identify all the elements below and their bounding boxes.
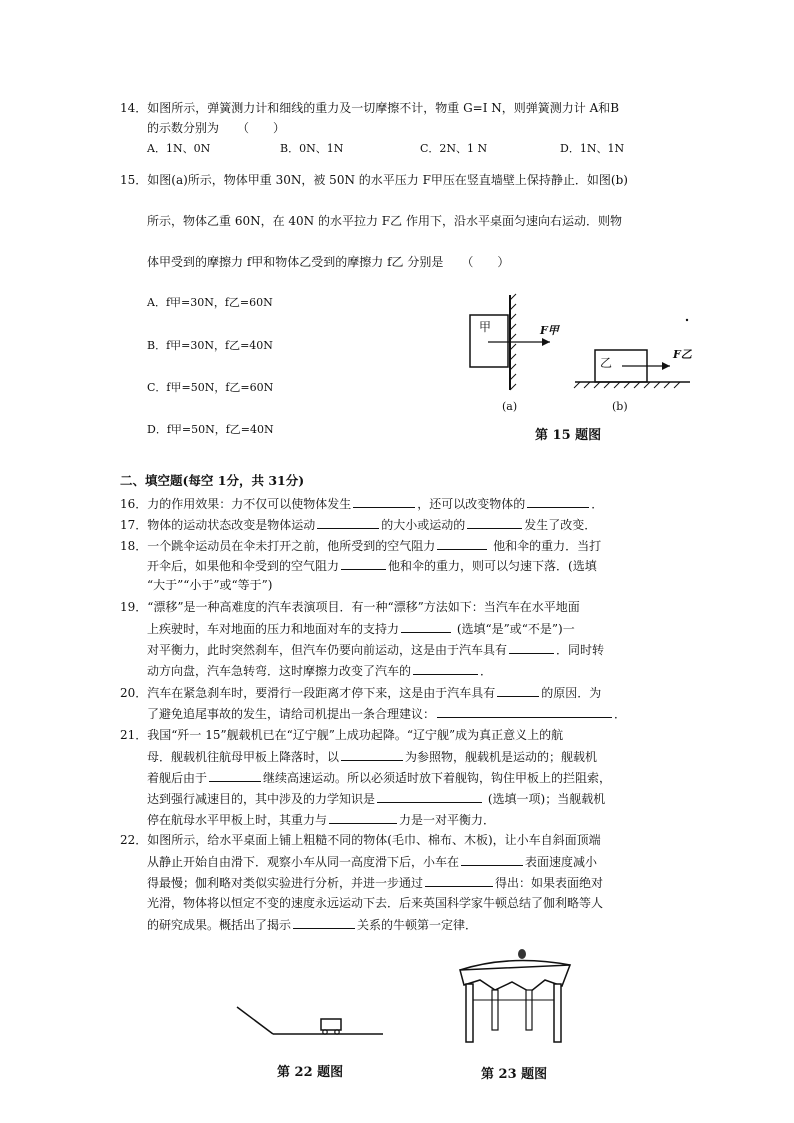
q21-line1: 21．我国“歼一 15”舰载机已在“辽宁舰”上成功起降。“辽宁舰”成为真正意义上的航 — [120, 728, 564, 742]
q22-blank-2 — [425, 874, 493, 887]
q15-option-a: A．f甲=30N，f乙=60N — [147, 296, 273, 309]
q21-line2 — [147, 748, 597, 765]
q15-line3: 体甲受到的摩擦力 f甲和物体乙受到的摩擦力 f乙 分别是 （ ） — [147, 255, 510, 269]
q21-line2-text-2: 为参照物，舰载机是运动的；舰载机 — [405, 750, 598, 764]
q18-line1 — [120, 537, 601, 554]
q22-line5 — [147, 916, 477, 933]
q15-option-c: C．f甲=50N，f乙=60N — [147, 381, 274, 394]
q17-text-2: 的大小或运动的 — [381, 518, 466, 532]
label-sub-a: (a) — [502, 400, 518, 413]
q20-blank-2 — [437, 705, 612, 718]
q20-blank-1 — [497, 684, 539, 697]
q19-line3-text-1: 对平衡力，此时突然刹车，但汽车仍要向前运动，这是由于汽车具有 — [147, 643, 508, 657]
q22-line3-text-1: 得最慢；伽利略对类似实验进行分析，并进一步通过 — [147, 876, 424, 890]
stray-dot — [686, 319, 688, 321]
q19-line2-text-2: (选填“是”或“不是”)一 — [453, 622, 575, 636]
figure-15 — [460, 290, 700, 440]
q20-line2 — [147, 705, 626, 722]
q20-line2-text-2: ． — [614, 707, 627, 721]
q18-line1-text-1: 18．一个跳伞运动员在伞未打开之前，他所受到的空气阻力 — [120, 539, 436, 553]
q19-line3-text-2: ．同时转 — [556, 643, 605, 657]
q21-blank-1 — [341, 748, 403, 761]
figure-15-caption: 第 15 题图 — [535, 428, 602, 443]
q16-blank-1 — [353, 495, 415, 508]
q22-line2 — [147, 853, 597, 870]
label-jia: 甲 — [479, 320, 492, 334]
q22-line4: 光滑，物体将以恒定不变的速度永远运动下去．后来英国科学家牛顿总结了伽利略等人 — [147, 896, 604, 910]
force-a-arrowhead — [542, 338, 550, 346]
force-b-arrowhead — [662, 362, 670, 370]
table-leg-4 — [526, 990, 532, 1030]
q21-line5-text-1: 停在航母水平甲板上时，其重力与 — [147, 813, 328, 827]
q22-line3-text-2: 得出：如果表面绝对 — [495, 876, 604, 890]
q21-blank-2 — [209, 769, 261, 782]
q22-line2-text-2: 表面速度减小 — [525, 855, 598, 869]
q18-blank-2 — [341, 557, 386, 570]
table-leg-3 — [492, 990, 498, 1030]
q22-line5-text-2: 关系的牛顿第一定律． — [357, 918, 478, 932]
q19-blank-3 — [413, 662, 478, 675]
q21-line3 — [147, 769, 611, 786]
figure-22-caption: 第 22 题图 — [277, 1065, 344, 1080]
q21-line4-text-1: 达到强行减速目的，其中涉及的力学知识是 — [147, 792, 376, 806]
cart-body — [321, 1019, 341, 1030]
q19-line4 — [147, 662, 492, 679]
q21-line4 — [147, 790, 605, 807]
q17-text-3: 发生了改变． — [524, 518, 597, 532]
table-leg-1 — [466, 984, 473, 1042]
q21-line3-text-2: 继续高速运动。所以必须适时放下着舰钩，钩住甲板上的拦阻索， — [263, 771, 612, 785]
glass-icon — [518, 949, 526, 959]
q14-option-c: C．2N、1 N — [420, 142, 488, 155]
q20-line1-text-2: 的原因．为 — [541, 686, 602, 700]
q21-line5 — [147, 811, 495, 828]
q21-line2-text-1: 母．舰载机往航母甲板上降落时，以 — [147, 750, 340, 764]
q20-line2-text-1: 了避免追尾事故的发生，请给司机提出一条合理建议： — [147, 707, 436, 721]
q22-blank-3 — [293, 916, 355, 929]
q21-blank-3 — [377, 790, 482, 803]
q17-text-1: 17．物体的运动状态改变是物体运动 — [120, 518, 316, 532]
q18-line2 — [147, 557, 597, 574]
q19-line1: 19．“漂移”是一种高难度的汽车表演项目．有一种“漂移”方法如下：当汽车在水平地面 — [120, 600, 580, 614]
q16-text-1: 16．力的作用效果：力不仅可以使物体发生 — [120, 497, 352, 511]
q19-line4-text-1: 动方向盘，汽车急转弯．这时摩擦力改变了汽车的 — [147, 664, 412, 678]
q18-line1-text-2: 他和伞的重力．当打 — [489, 539, 602, 553]
q21-line5-text-2: 力是一对平衡力． — [399, 813, 496, 827]
q22-line3 — [147, 874, 603, 891]
ground-hatch — [574, 382, 680, 388]
q17-blank-2 — [467, 516, 522, 529]
q14-option-d: D．1N、1N — [560, 142, 625, 155]
label-force-b: F乙 — [673, 348, 692, 361]
q14-option-b: B．0N、1N — [280, 142, 344, 155]
q21-blank-4 — [329, 811, 397, 824]
q19-line2 — [147, 620, 575, 637]
q18-line2-text-2: 他和伞的重力，则可以匀速下落．(选填 — [388, 559, 597, 573]
table-leg-2 — [554, 984, 561, 1042]
q15-option-d: D．f甲=50N，f乙=40N — [147, 423, 274, 436]
q14-line2: 的示数分别为 （ ） — [147, 121, 286, 135]
q16-blank-2 — [527, 495, 589, 508]
q18-line2-text-1: 开伞后，如果他和伞受到的空气阻力 — [147, 559, 340, 573]
label-yi: 乙 — [600, 356, 613, 370]
q19-line2-text-1: 上疾驶时，车对地面的压力和地面对车的支持力 — [147, 622, 400, 636]
q16-line — [120, 495, 603, 512]
q15-option-b: B．f甲=30N，f乙=40N — [147, 339, 273, 352]
q19-blank-2 — [509, 641, 554, 654]
q16-text-3: ． — [591, 497, 604, 511]
q18-line3: “大于”“小于”或“等于”) — [147, 578, 273, 592]
q15-line2: 所示，物体乙重 60N，在 40N 的水平拉力 F乙 作用下，沿水平桌面匀速向右运动．则物 — [147, 214, 622, 228]
q15-line1: 15．如图(a)所示，物体甲重 30N，被 50N 的水平压力 F甲压在竖直墙壁上保持静止．如图(b) — [120, 173, 628, 187]
q22-blank-1 — [461, 853, 523, 866]
q18-blank-1 — [437, 537, 487, 550]
q19-blank-1 — [401, 620, 451, 633]
figure-23-caption: 第 23 题图 — [481, 1067, 548, 1082]
section-2-title: 二、填空题(每空 1分，共 31分) — [120, 473, 305, 488]
slope-line — [237, 1007, 273, 1034]
q19-line3 — [147, 641, 604, 658]
q22-line5-text-1: 的研究成果。概括出了揭示 — [147, 918, 292, 932]
figure-22 — [235, 1005, 385, 1040]
q20-line1 — [120, 684, 601, 701]
q20-line1-text-1: 20．汽车在紧急刹车时，要滑行一段距离才停下来，这是由于汽车具有 — [120, 686, 496, 700]
q16-text-2: ，还可以改变物体的 — [417, 497, 526, 511]
figure-23 — [450, 940, 580, 1045]
label-force-a: F甲 — [540, 324, 559, 337]
q14-line1: 14．如图所示，弹簧测力计和细线的重力及一切摩擦不计，物重 G=I N，则弹簧测力计 A和B — [120, 101, 620, 115]
q22-line2-text-1: 从静止开始自由滑下．观察小车从同一高度滑下后，小车在 — [147, 855, 460, 869]
q21-line3-text-1: 着舰后由于 — [147, 771, 208, 785]
q22-line1: 22．如图所示，给水平桌面上铺上粗糙不同的物体(毛巾、棉布、木板)，让小车自斜面顶端 — [120, 833, 601, 847]
q19-line4-text-2: ． — [480, 664, 493, 678]
q17-blank-1 — [317, 516, 379, 529]
q14-option-a: A．1N、0N — [147, 142, 211, 155]
q21-line4-text-2: (选填一项)；当舰载机 — [484, 792, 606, 806]
label-sub-b: (b) — [612, 400, 628, 413]
q17-line — [120, 516, 596, 533]
